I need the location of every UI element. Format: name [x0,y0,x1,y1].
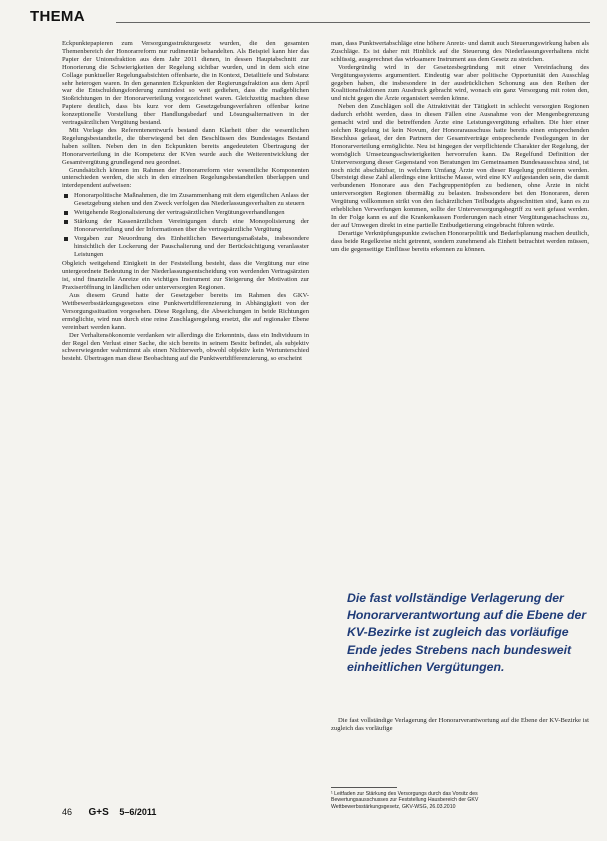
after-quote-paragraph: Die fast vollständige Verlagerung der Honorarverantwortung auf die Ebene der KV-Bezirke ist zugleich das vorläufige [331,717,589,732]
list-item-text: Weitgehende Regionalisierung der vertragsärztlichen Vergütungsverhandlungen [74,209,285,217]
right-paragraph-3: Neben den Zuschlägen soll die Attraktivität der Tätigkeit in schlecht versorgten Regionen dadurch erhöht werden, dass in diesen Fällen eine Ausnahme von der Mengenbegrenzung gemacht wird und die betreffenden Ärzte eine Leistungsvergütung erhalten. Die hier einer solchen Regelung ist kein Novum, der Honorarausschuss hatte bereits einen entsprechenden Beschluss gefasst, der den Partnern der Gesamtverträge entsprechende Festlegungen in der Honorarverteilung ermöglichte. Neu ist hingegen der verpflichtende Charakter der Regelung, der womöglich Umsetzungsschwierigkeiten hervorrufen kann. Da Regelfund Definition der Unterversorgung dieser Gegenstand von Beratungen im Gemeinsamen Bundesausschuss sind, ist noch nicht abschätzbar, in welchem Umfang Ärzte von dieser Regelung profitieren werden. Übersteigt diese Zahl allerdings eine kritische Masse, wird eine KV aufgestanden sein, die damit verbundenen Honorare aus den Fachgruppentöpfen zu bedienen, ohne Ärzte in nicht unterversorgten Regionen übermäßig zu belasten. Insbesondere bei den Honoraren, deren Vergütung vollkommen strikt von den fachärztlichen Teilbudgets abgeschnitten sind, kann es zu erheblichen Verwerfungen kommen, sollte der Unterversorgungsbegriff zu weit gefasst werden. In der Folge kann es auf die Krankenkassen Forderungen nach einer Vergütungsnachschuss zu, der auf Umwegen direkt in eine partielle Entbudgetierung eingebracht führen würde. [331,103,589,229]
bullet-square-icon [64,194,68,198]
list-item [62,209,309,217]
left-paragraph-6: Der Verhaltensökonomie verdanken wir allerdings die Erkenntnis, dass ein Individuum in der Regel den Verlust einer Sache, die sich bereits in seinem Besitz befindet, als subjektiv schwerwiegender wahrnimmt als einen Nichterwerb, obwohl objektiv kein Wertunterschied besteht. Übertragen man diese Beobachtung auf die Punktwertdifferenzierung, so erscheint [62,331,309,363]
page-footer [62,807,156,818]
list-item [62,218,309,234]
magazine-name: G+S [88,807,109,818]
left-paragraph-5: Aus diesem Grund hatte der Gesetzgeber bereits im Rahmen des GKV-Wettbewerbsstärkungsgesetzes eine Punktwertdifferenzierung in Abhängigkeit von der Versorgungssituation vorgesehen. Diese Regelung, die Abweichungen in beide Richtungen ermöglichte, wird nun durch eine reine Zuschlagsregelung ersetzt, die auf regionaler Ebene vereinbart werden kann. [62,292,309,331]
list-item-text: Honorarpolitische Maßnahmen, die im Zusammenhang mit dem eigentlichen Anlass der Gesetzgebung stehen und den Zweck verfolgen das Niederlassungsverhalten zu steuern [74,192,309,208]
right-paragraph-2: Vordergründig wird in der Gesetzesbegründung mit einer Vereinfachung des Vergütungssystems argumentiert. Eindeutig war aber politische Opportunität den Ausschlag gegeben haben, die insbesondere in der ausdrücklichen Schonung aus den Reihen der Koalitionsfraktionen zum Ausdruck gebracht wird, wonach ein ganz Versorgung mit roten den, und nicht gegen die Ärzte organisiert werden könne. [331,63,589,103]
page-header [30,8,590,34]
bullet-square-icon [64,220,68,224]
issue-number: 5–6/2011 [119,807,157,817]
page-number: 46 [62,807,73,817]
left-column [62,40,309,363]
section-title: THEMA [30,8,85,25]
pull-quote: Die fast vollständige Verlagerung der Honorarverantwortung auf die Ebene der KV-Bezirke ist zugleich das vorläufige Ende jedes Strebens nach bundesweit einheitlichen Vergütungen. [347,591,587,674]
left-paragraph-4: Obgleich weitgehend Einigkeit in der Feststellung besteht, dass die Vergütung nur eine untergeordnete Bedeutung in der Niederlassungsentscheidung von werdenden Vertragsärzten ist, sind finanzielle Anreize ein wichtiges Instrument zur Steigerung der Motivation zur Praxiseröffnung in ländlichen oder unterversorgten Regionen. [62,260,309,292]
header-rule [116,22,590,23]
list-item-text: Stärkung der Kassenärztlichen Vereinigungen durch eine Monopolisierung der Honorarverteilung und der Informationen über die vertragsärztliche Vergütung [74,217,309,233]
left-paragraph-1: Eckpunktepapieren zum Versorgungsstrukturgesetz wurden, die den gesamten Themenbereich der Honorarreform nur rudimentär behandelten. Als Beispiel kann hier das Papier der Unionsfraktion aus dem Jahr 2011 dienen, in dessen Hauptabschnitt zur Honorierung die Schwierigkeiten der Regelung sichtbar wurden, und in dem sich eine Collage punktueller Regelungsabsichten offenbarte, die in Kontext, Detailtiefe und Substanz sehr heterogen waren. In den genannten Eckpunkten der Regierungsfraktion aus dem April war die Entschuldungsforderung zumindest so weit gediehen, dass die maßgeblichen Stoßrichtungen in der Honorarverteilung vorgezeichnet waren. Gleichzeitig machten diese Papiere deutlich, dass bis kurz vor dem Gesetzgebungsverfahren offenbar keine konzeptionelle Vorstellung über Handlungsbedarf und Lösungsalternativen in der vertragsärztlichen Vergütung bestand. [62,40,309,127]
left-paragraph-3: Grundsätzlich können im Rahmen der Honorarreform vier wesentliche Komponenten unterschieden werden, die sich in den einzelnen Regelungsbestandteilen überlappen und interdependent aufweisen: [62,166,309,190]
footnote: ¹ Leitfaden zur Stärkung des Versorgungs durch das Vorsitz des Bewertungsausschusses zur Feststellung Hausbereich der GKV Wettbewerbsstärkungsgesetz, GKV-WSG, 26.03.2010 [331,791,479,810]
right-paragraph-1: man, dass Punktwertabschläge eine höhere Anreiz- und damit auch Steuerungswirkung haben als Zuschläge. Es ist daher mit Hinblick auf die Steuerung des Niederlassungsverhaltens nicht schlüssig, ausgerechnet das wirksamere Instrument aus dem Gesetz zu streichen. [331,40,589,63]
component-list [62,192,309,258]
footnote-rule [331,787,397,788]
right-paragraph-4: Derartige Verknüpfungspunkte zwischen Honorarpolitik und Bedarfsplanung machen deutlich, dass beide Regelkreise nicht getrennt, sondern zunehmend als Einheit betrachtet werden müssen, um die gegenseitige Einflüsse bereits erkennen zu können. [331,229,589,253]
bullet-square-icon [64,237,68,241]
after-quote-text [331,717,589,733]
list-item [62,235,309,259]
left-paragraph-2: Mit Vorlage des Referentenentwurfs bestand dann Klarheit über die wesentlichen Regelungsbestandteile, die überwiegend bei den Beschlüssen des Bundestages Bestand haben sollten. Neben den in den Eckpunkten bereits angedeuteten Übertragung der Honorarverteilung in die Kompetenz der KVen wurde auch die Weiterentwicklung der Gesamtvergütung grundlegend neu geordnet. [62,126,309,166]
list-item-text: Vorgaben zur Neuordnung des Einheitlichen Bewertungsmaßstabs, insbesondere hinsichtlich der Lockerung der Pauschalierung und der Berücksichtigung veranlasster Leistungen [74,234,309,258]
right-column [331,40,589,253]
list-item [62,192,309,208]
bullet-square-icon [64,211,68,215]
